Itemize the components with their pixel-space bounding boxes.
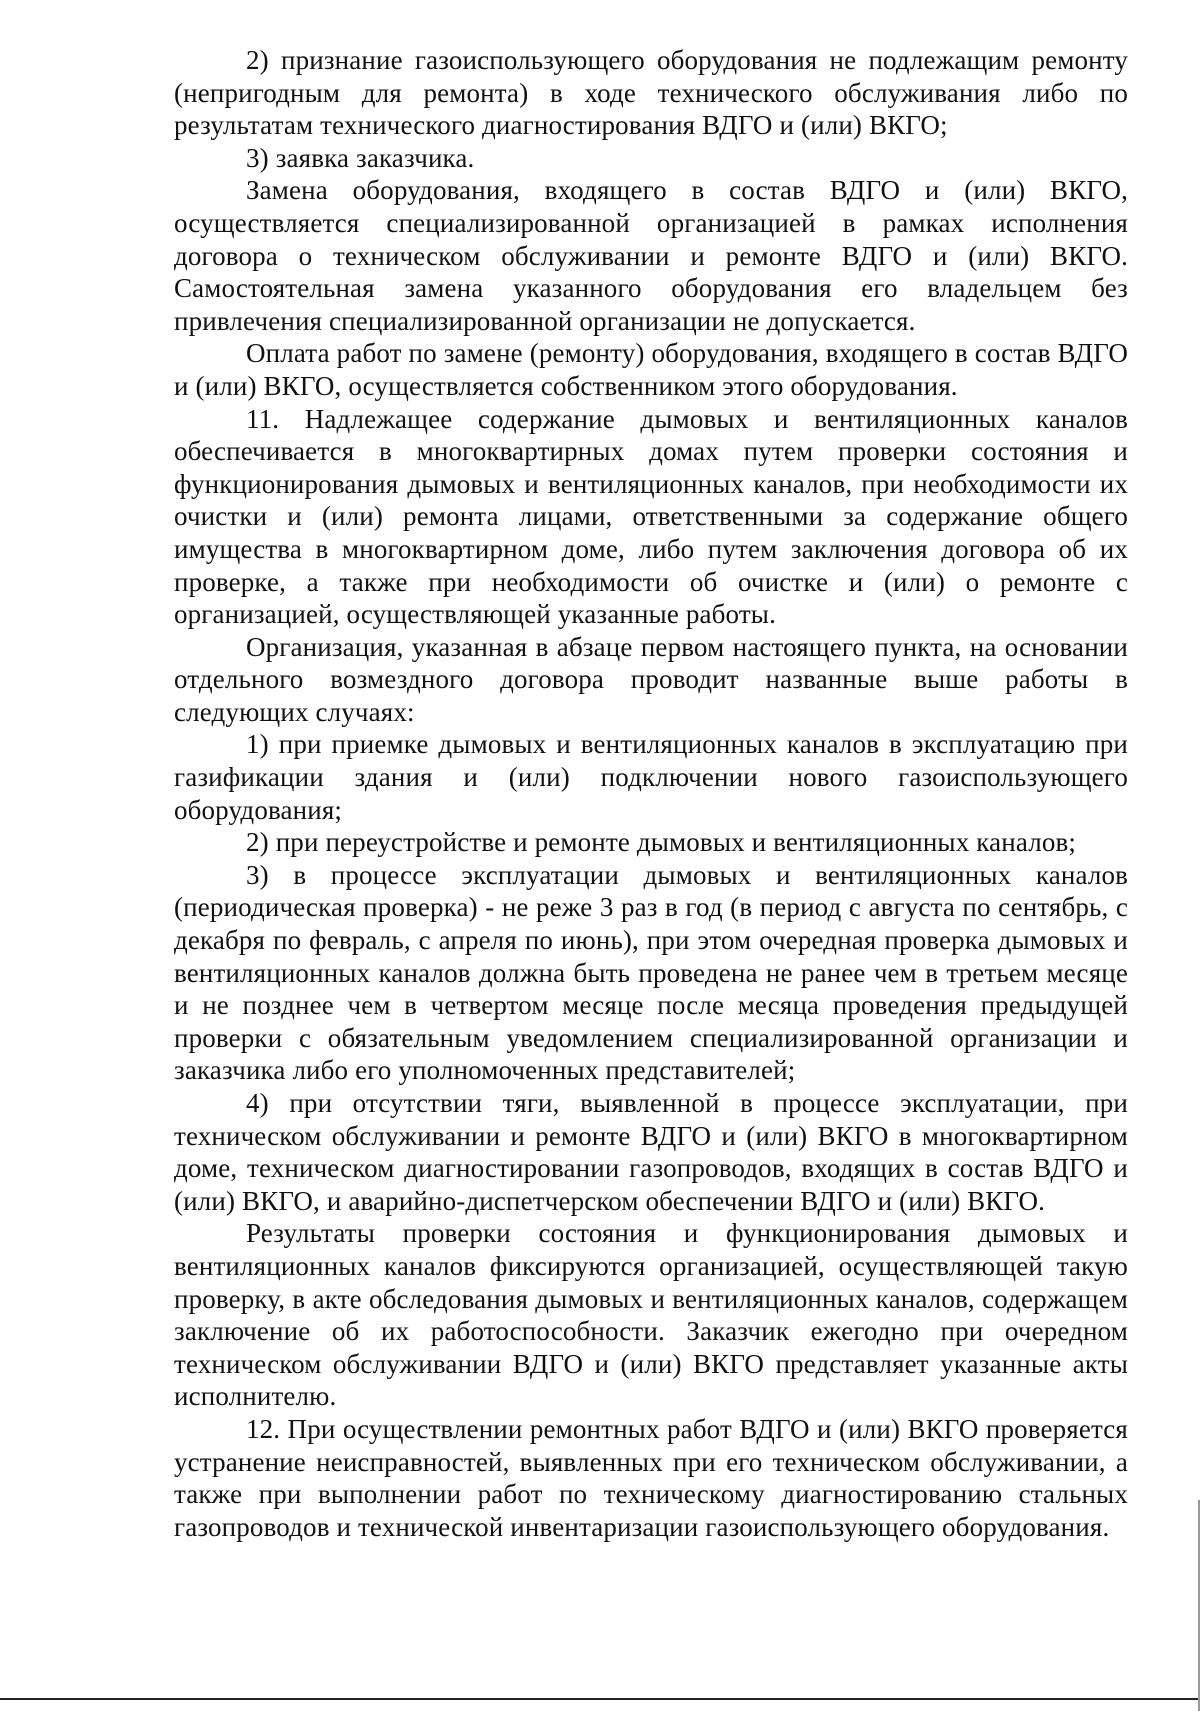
paragraph-section-12: 12. При осуществлении ремонтных работ ВДГО и (или) ВКГО проверяется устранение неисправностей, выявленных при его техническом обслуживании, а также при выполнении работ по техническому диагностированию стальных газопроводов и технической инвентаризации газоиспользующего оборудования.	[174, 1413, 1128, 1542]
paragraph-case-4-no-draft: 4) при отсутствии тяги, выявленной в процессе эксплуатации, при техническом обслуживании и ремонте ВДГО и (или) ВКГО в многоквартирном доме, техническом диагностировании газопроводов, входящих в состав ВДГО и (или) ВКГО, и аварийно-диспетчерском обеспечении ВДГО и (или) ВКГО.	[174, 1088, 1128, 1216]
paragraph-item-3-customer-request: 3) заявка заказчика.	[246, 142, 475, 173]
paragraph-replacement-payment: Оплата работ по замене (ремонту) оборудования, входящего в состав ВДГО и (или) ВКГО, осуществляется собственником этого оборудования.	[174, 338, 1128, 401]
paragraph-section-11: 11. Надлежащее содержание дымовых и вентиляционных каналов обеспечивается в многоквартирных домах путем проверки состояния и функционирования дымовых и вентиляционных каналов, при необходимости их очистки и (или) ремонта лицами, ответственными за содержание общего имущества в многоквартирном доме, либо путем заключения договора об их проверке, а также при необходимости об очистке и (или) о ремонте с организацией, осуществляющей указанные работы.	[174, 403, 1128, 630]
paragraph-item-2-unrepairable: 2) признание газоиспользующего оборудования не подлежащим ремонту (непригодным для ремонта) в ходе технического обслуживания либо по результатам технического диагностирования ВДГО и (или) ВКГО;	[174, 45, 1128, 141]
paragraph-case-2-reconstruction: 2) при переустройстве и ремонте дымовых и вентиляционных каналов;	[246, 827, 1077, 858]
footer-rule	[0, 1698, 1200, 1700]
paragraph-equipment-replacement: Замена оборудования, входящего в состав ВДГО и (или) ВКГО, осуществляется специализированной организацией в рамках исполнения договора о техническом обслуживании и ремонте ВДГО и (или) ВКГО. Самостоятельная замена указанного оборудования его владельцем без привлечения специализированной организации не допускается.	[174, 175, 1128, 336]
document-body	[174, 44, 1128, 1543]
paragraph-organization-cases: Организация, указанная в абзаце первом настоящего пункта, на основании отдельного возмездного договора проводит названные выше работы в следующих случаях:	[174, 631, 1128, 727]
paragraph-case-1-acceptance: 1) при приемке дымовых и вентиляционных каналов в эксплуатацию при газификации здания и (или) подключении нового газоиспользующего оборудования;	[174, 729, 1128, 825]
paragraph-inspection-results: Результаты проверки состояния и функционирования дымовых и вентиляционных каналов фиксируются организацией, осуществляющей такую проверку, в акте обследования дымовых и вентиляционных каналов, содержащем заключение об их работоспособности. Заказчик ежегодно при очередном техническом обслуживании ВДГО и (или) ВКГО представляет указанные акты исполнителю.	[174, 1218, 1128, 1412]
paragraph-case-3-periodic-check: 3) в процессе эксплуатации дымовых и вентиляционных каналов (периодическая проверка) - не реже 3 раз в год (в период с августа по сентябрь, с декабря по февраль, с апреля по июнь), при этом очередная проверка дымовых и вентиляционных каналов должна быть проведена не ранее чем в третьем месяце и не позднее чем в четвертом месяце после месяца проведения предыдущей проверки с обязательным уведомлением специализированной организации и заказчика либо его уполномоченных представителей;	[174, 859, 1128, 1086]
